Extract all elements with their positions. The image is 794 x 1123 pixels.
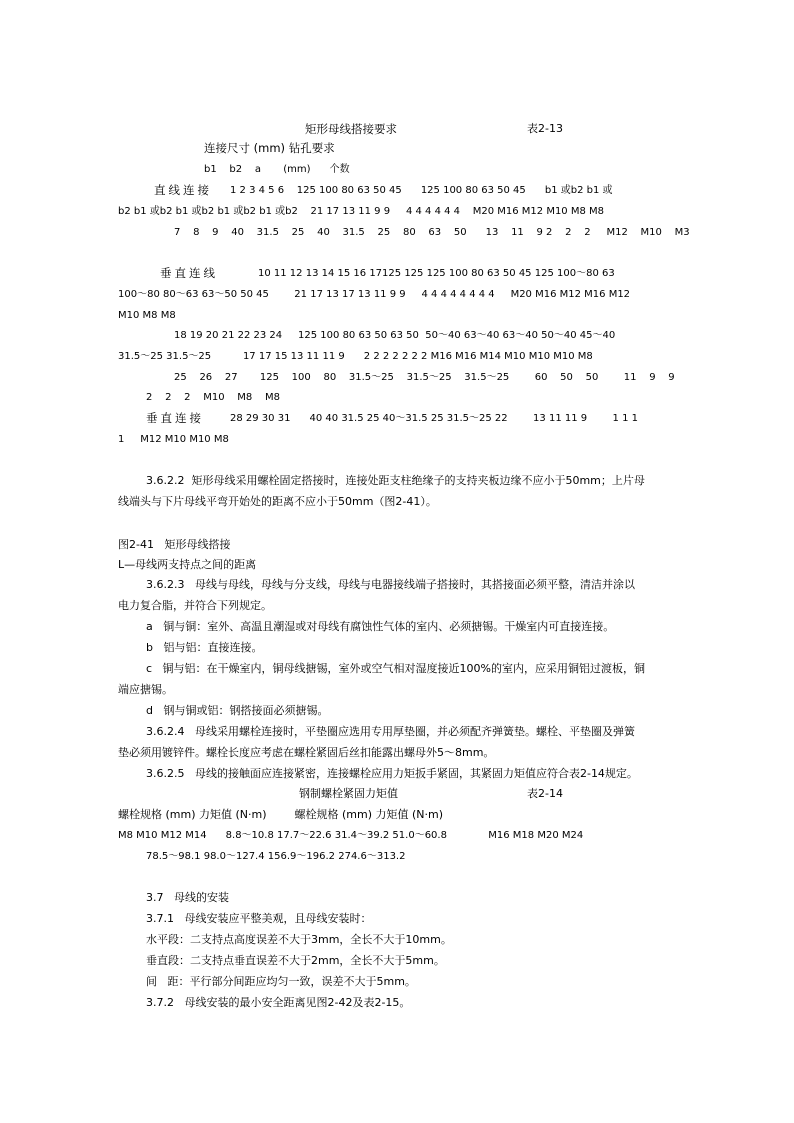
table-row: 2 2 2 M10 M8 M8 <box>146 392 280 403</box>
table-number: 表2-14 <box>527 787 563 800</box>
table-row: 10 11 12 13 14 15 16 17125 125 125 100 80 63 50 45 125 100～80 63 <box>258 268 615 279</box>
figure-note: L—母线两支持点之间的距离 <box>118 558 257 571</box>
paragraph: 3.6.2.5 母线的接触面应连接紧密，连接螺栓应用力矩扳手紧固，其紧固力矩值应符合表2-14规定。 <box>146 767 638 780</box>
figure-caption: 图2-41 矩形母线搭接 <box>118 538 231 551</box>
table-title: 钢制螺栓紧固力矩值 <box>299 787 398 800</box>
paragraph: 间 距：平行部分间距应均匀一致，误差不大于5mm。 <box>146 975 416 988</box>
list-item: c 铜与铝：在干燥室内，铜母线搪锡，室外或空气相对湿度接近100%的室内，应采用铜铝过渡板，铜 <box>146 662 645 675</box>
table-header: 连接尺寸 (mm) 钻孔要求 <box>204 141 335 155</box>
list-item: b 铝与铝：直接连接。 <box>146 641 263 654</box>
paragraph: 垂直段：二支持点垂直误差不大于2mm，全长不大于5mm。 <box>146 954 445 967</box>
list-item: a 铜与铜：室外、高温且潮湿或对母线有腐蚀性气体的室内、必须搪锡。干燥室内可直接连接。 <box>146 620 615 633</box>
section-heading: 3.7 母线的安装 <box>146 891 229 904</box>
table-header: 螺栓规格 (mm) 力矩值 (N·m) 螺栓规格 (mm) 力矩值 (N·m) <box>118 808 444 821</box>
table-row: 1 M12 M10 M10 M8 <box>118 434 229 445</box>
row-label-vertical-connect: 垂直连接 <box>146 411 204 425</box>
table-title: 矩形母线搭接要求 <box>305 122 397 136</box>
list-item: d 钢与铜或铝：钢搭接面必须搪锡。 <box>146 704 329 717</box>
paragraph: 垫必须用镀锌件。螺栓长度应考虑在螺栓紧固后丝扣能露出螺母外5～8mm。 <box>118 746 495 759</box>
table-number: 表2-13 <box>527 122 563 135</box>
row-label-vertical: 垂直连线 <box>160 266 218 280</box>
table-row: 100～80 80～63 63～50 50 45 21 17 13 17 13 11 9 9 4 4 4 4 4 4 4 4 M20 M16 M12 M16 M12 <box>118 289 631 300</box>
table-row: M8 M10 M12 M14 8.8～10.8 17.7～22.6 31.4～39.2 51.0～60.8 M16 M18 M20 M24 <box>118 830 584 841</box>
table-subheader: b1 b2 a (mm) 个数 <box>204 164 350 175</box>
table-row: b2 b1 或b2 b1 或b2 b1 或b2 b1 或b2 21 17 13 11 9 9 4 4 4 4 4 4 M20 M16 M12 M10 M8 M8 <box>118 206 605 217</box>
table-row: 1 2 3 4 5 6 125 100 80 63 50 45 125 100 80 63 50 45 b1 或b2 b1 或 <box>230 185 613 196</box>
paragraph: 线端头与下片母线平弯开始处的距离不应小于50mm（图2-41）。 <box>118 495 437 508</box>
table-row: 31.5～25 31.5～25 17 17 15 13 11 11 9 2 2 2 2 2 2 2 M16 M16 M14 M10 M10 M10 M8 <box>118 351 593 362</box>
paragraph: 3.6.2.2 矩形母线采用螺栓固定搭接时，连接处距支柱绝缘子的支持夹板边缘不应小于50mm；上片母 <box>146 474 645 487</box>
table-row: 18 19 20 21 22 23 24 125 100 80 63 50 63 50 50～40 63～40 63～40 50～40 45～40 <box>174 330 616 341</box>
row-label-straight: 直线连接 <box>154 183 212 197</box>
table-row: M10 M8 M8 <box>118 310 176 321</box>
table-row: 7 8 9 40 31.5 25 40 31.5 25 80 63 50 13 11 9 2 2 2 M12 M10 M3 <box>174 227 690 238</box>
table-row: 25 26 27 125 100 80 31.5～25 31.5～25 31.5～25 60 50 50 11 9 9 <box>174 372 675 383</box>
paragraph: 3.7.1 母线安装应平整美观，且母线安装时： <box>146 912 372 925</box>
table-row: 78.5～98.1 98.0～127.4 156.9～196.2 274.6～313.2 <box>146 851 406 862</box>
table-row: 28 29 30 31 40 40 31.5 25 40～31.5 25 31.5～25 22 13 11 11 9 1 1 1 <box>230 413 639 424</box>
paragraph: 3.7.2 母线安装的最小安全距离见图2-42及表2-15。 <box>146 996 411 1009</box>
paragraph: 电力复合脂，并符合下列规定。 <box>118 599 272 612</box>
paragraph: 3.6.2.4 母线采用螺栓连接时，平垫圈应选用专用厚垫圈，并必须配齐弹簧垫。螺栓、平垫圈及弹簧 <box>146 725 635 738</box>
paragraph: 3.6.2.3 母线与母线，母线与分支线，母线与电器接线端子搭接时，其搭接面必须平整，清洁并涂以 <box>146 578 635 591</box>
paragraph: 水平段：二支持点高度误差不大于3mm，全长不大于10mm。 <box>146 933 452 946</box>
list-item: 端应搪锡。 <box>118 683 173 696</box>
